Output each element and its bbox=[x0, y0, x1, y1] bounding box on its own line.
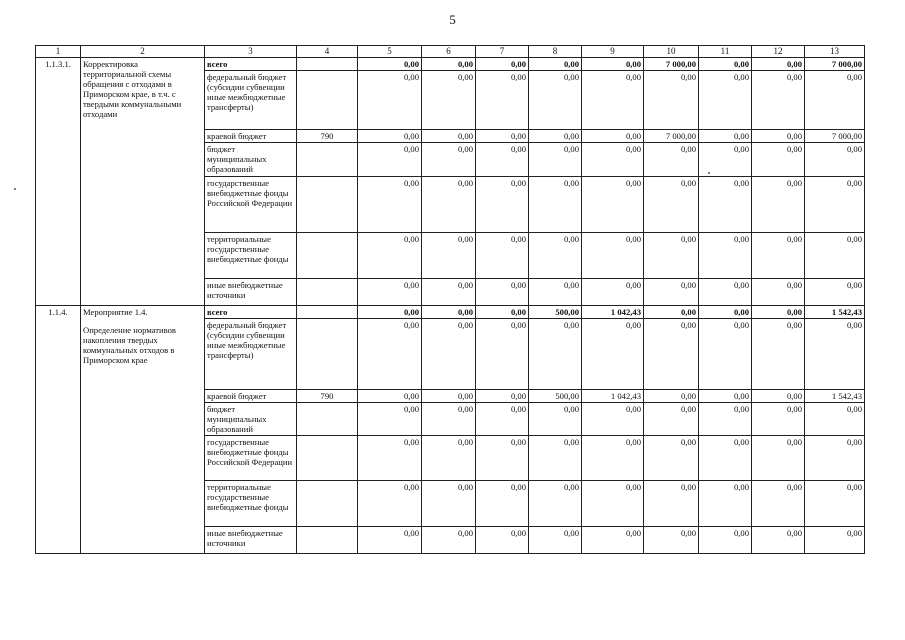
amount-cell: 0,00 bbox=[422, 177, 476, 233]
amount-cell: 0,00 bbox=[476, 58, 529, 71]
amount-cell: 0,00 bbox=[582, 527, 644, 554]
budget-code: 790 bbox=[297, 130, 358, 143]
amount-cell: 0,00 bbox=[752, 58, 805, 71]
amount-cell: 0,00 bbox=[476, 279, 529, 306]
amount-cell: 0,00 bbox=[752, 279, 805, 306]
amount-cell: 1 542,43 bbox=[805, 306, 865, 319]
amount-cell: 7 000,00 bbox=[644, 58, 699, 71]
amount-cell: 0,00 bbox=[476, 306, 529, 319]
amount-cell: 0,00 bbox=[805, 481, 865, 527]
funding-source: территориальные государственные внебюджетные фонды bbox=[205, 481, 297, 527]
amount-cell: 0,00 bbox=[358, 390, 422, 403]
table-body bbox=[36, 46, 865, 554]
column-number-row bbox=[36, 46, 865, 58]
amount-cell: 0,00 bbox=[644, 71, 699, 130]
budget-code bbox=[297, 436, 358, 481]
amount-cell: 0,00 bbox=[358, 319, 422, 390]
funding-source: всего bbox=[205, 58, 297, 71]
amount-cell: 0,00 bbox=[422, 130, 476, 143]
amount-cell: 0,00 bbox=[476, 527, 529, 554]
amount-cell: 0,00 bbox=[752, 177, 805, 233]
amount-cell: 0,00 bbox=[805, 71, 865, 130]
budget-code bbox=[297, 58, 358, 71]
amount-cell: 0,00 bbox=[699, 130, 752, 143]
amount-cell: 0,00 bbox=[529, 481, 582, 527]
budget-code bbox=[297, 481, 358, 527]
amount-cell: 0,00 bbox=[752, 527, 805, 554]
funding-source: краевой бюджет bbox=[205, 390, 297, 403]
column-number: 8 bbox=[529, 46, 582, 58]
amount-cell: 0,00 bbox=[752, 390, 805, 403]
column-number: 9 bbox=[582, 46, 644, 58]
amount-cell: 0,00 bbox=[422, 403, 476, 436]
amount-cell: 0,00 bbox=[644, 436, 699, 481]
funding-source: бюджет муниципальных образований bbox=[205, 143, 297, 177]
amount-cell: 0,00 bbox=[529, 527, 582, 554]
item-code: 1.1.3.1. bbox=[36, 58, 81, 306]
amount-cell: 0,00 bbox=[644, 306, 699, 319]
amount-cell: 0,00 bbox=[582, 71, 644, 130]
amount-cell: 0,00 bbox=[358, 71, 422, 130]
amount-cell: 1 042,43 bbox=[582, 390, 644, 403]
amount-cell: 0,00 bbox=[476, 436, 529, 481]
amount-cell: 0,00 bbox=[476, 177, 529, 233]
amount-cell: 0,00 bbox=[644, 279, 699, 306]
budget-code bbox=[297, 177, 358, 233]
amount-cell: 0,00 bbox=[699, 481, 752, 527]
amount-cell: 1 042,43 bbox=[582, 306, 644, 319]
amount-cell: 0,00 bbox=[422, 390, 476, 403]
amount-cell: 0,00 bbox=[699, 233, 752, 279]
amount-cell: 0,00 bbox=[582, 319, 644, 390]
funding-source: федеральный бюджет (субсидии субвенции иные межбюджетные трансферты) bbox=[205, 71, 297, 130]
amount-cell: 0,00 bbox=[699, 527, 752, 554]
amount-cell: 0,00 bbox=[644, 177, 699, 233]
amount-cell: 0,00 bbox=[529, 403, 582, 436]
amount-cell: 0,00 bbox=[476, 71, 529, 130]
budget-code: 790 bbox=[297, 390, 358, 403]
amount-cell: 0,00 bbox=[476, 319, 529, 390]
amount-cell: 0,00 bbox=[358, 527, 422, 554]
budget-code bbox=[297, 279, 358, 306]
amount-cell: 0,00 bbox=[422, 481, 476, 527]
amount-cell: 0,00 bbox=[805, 143, 865, 177]
column-number: 2 bbox=[81, 46, 205, 58]
amount-cell: 0,00 bbox=[582, 403, 644, 436]
description-line: Определение нормативов накопления твердых коммунальных отходов в Приморском крае bbox=[83, 325, 176, 365]
amount-cell: 0,00 bbox=[752, 71, 805, 130]
amount-cell: 0,00 bbox=[529, 58, 582, 71]
amount-cell: 0,00 bbox=[422, 279, 476, 306]
amount-cell: 0,00 bbox=[358, 130, 422, 143]
amount-cell: 0,00 bbox=[699, 177, 752, 233]
amount-cell: 0,00 bbox=[699, 436, 752, 481]
budget-code bbox=[297, 233, 358, 279]
budget-code bbox=[297, 527, 358, 554]
page-number: 5 bbox=[449, 12, 456, 27]
amount-cell: 0,00 bbox=[644, 481, 699, 527]
amount-cell: 0,00 bbox=[529, 436, 582, 481]
amount-cell: 0,00 bbox=[699, 71, 752, 130]
budget-code bbox=[297, 71, 358, 130]
item-description bbox=[81, 306, 205, 554]
amount-cell: 0,00 bbox=[644, 233, 699, 279]
amount-cell: 0,00 bbox=[752, 481, 805, 527]
amount-cell: 500,00 bbox=[529, 306, 582, 319]
amount-cell: 0,00 bbox=[358, 436, 422, 481]
column-number: 4 bbox=[297, 46, 358, 58]
amount-cell: 0,00 bbox=[529, 279, 582, 306]
amount-cell: 0,00 bbox=[422, 143, 476, 177]
budget-code bbox=[297, 306, 358, 319]
amount-cell: 0,00 bbox=[805, 177, 865, 233]
amount-cell: 0,00 bbox=[752, 143, 805, 177]
amount-cell: 0,00 bbox=[529, 233, 582, 279]
amount-cell: 0,00 bbox=[422, 306, 476, 319]
amount-cell: 0,00 bbox=[582, 436, 644, 481]
amount-cell: 0,00 bbox=[805, 279, 865, 306]
amount-cell: 0,00 bbox=[422, 527, 476, 554]
amount-cell: 0,00 bbox=[582, 481, 644, 527]
amount-cell: 0,00 bbox=[476, 390, 529, 403]
funding-source: федеральный бюджет (субсидии субвенции иные межбюджетные трансферты) bbox=[205, 319, 297, 390]
budget-code bbox=[297, 143, 358, 177]
amount-cell: 0,00 bbox=[422, 436, 476, 481]
amount-cell: 0,00 bbox=[422, 58, 476, 71]
amount-cell: 0,00 bbox=[476, 403, 529, 436]
column-number: 1 bbox=[36, 46, 81, 58]
amount-cell: 0,00 bbox=[358, 481, 422, 527]
amount-cell: 0,00 bbox=[805, 319, 865, 390]
column-number: 3 bbox=[205, 46, 297, 58]
funding-source: государственные внебюджетные фонды Российской Федерации bbox=[205, 177, 297, 233]
amount-cell: 0,00 bbox=[752, 130, 805, 143]
amount-cell: 0,00 bbox=[582, 279, 644, 306]
amount-cell: 0,00 bbox=[699, 319, 752, 390]
amount-cell: 0,00 bbox=[752, 436, 805, 481]
amount-cell: 0,00 bbox=[358, 403, 422, 436]
funding-source: государственные внебюджетные фонды Российской Федерации bbox=[205, 436, 297, 481]
amount-cell: 0,00 bbox=[699, 306, 752, 319]
amount-cell: 7 000,00 bbox=[805, 130, 865, 143]
funding-source: бюджет муниципальных образований bbox=[205, 403, 297, 436]
scan-speck bbox=[14, 188, 16, 190]
amount-cell: 0,00 bbox=[529, 130, 582, 143]
budget-code bbox=[297, 403, 358, 436]
amount-cell: 0,00 bbox=[358, 58, 422, 71]
column-number: 13 bbox=[805, 46, 865, 58]
column-number: 12 bbox=[752, 46, 805, 58]
amount-cell: 0,00 bbox=[752, 233, 805, 279]
amount-cell: 0,00 bbox=[422, 319, 476, 390]
column-number: 6 bbox=[422, 46, 476, 58]
funding-source: иные внебюджетные источники bbox=[205, 527, 297, 554]
amount-cell: 0,00 bbox=[422, 71, 476, 130]
amount-cell: 0,00 bbox=[582, 143, 644, 177]
amount-cell: 0,00 bbox=[699, 279, 752, 306]
amount-cell: 0,00 bbox=[644, 143, 699, 177]
amount-cell: 0,00 bbox=[476, 130, 529, 143]
amount-cell: 7 000,00 bbox=[644, 130, 699, 143]
amount-cell: 0,00 bbox=[582, 177, 644, 233]
budget-table bbox=[35, 45, 865, 554]
amount-cell: 0,00 bbox=[529, 319, 582, 390]
amount-cell: 0,00 bbox=[358, 279, 422, 306]
amount-cell: 0,00 bbox=[699, 58, 752, 71]
item-description bbox=[81, 58, 205, 306]
amount-cell: 7 000,00 bbox=[805, 58, 865, 71]
amount-cell: 1 542,43 bbox=[805, 390, 865, 403]
funding-source: территориальные государственные внебюджетные фонды bbox=[205, 233, 297, 279]
funding-source: иные внебюджетные источники bbox=[205, 279, 297, 306]
column-number: 7 bbox=[476, 46, 529, 58]
column-number: 10 bbox=[644, 46, 699, 58]
amount-cell: 0,00 bbox=[699, 390, 752, 403]
amount-cell: 0,00 bbox=[644, 403, 699, 436]
amount-cell: 0,00 bbox=[582, 233, 644, 279]
amount-cell: 0,00 bbox=[358, 233, 422, 279]
amount-cell: 0,00 bbox=[476, 481, 529, 527]
amount-cell: 0,00 bbox=[582, 130, 644, 143]
amount-cell: 0,00 bbox=[358, 143, 422, 177]
scan-speck bbox=[708, 172, 710, 174]
amount-cell: 0,00 bbox=[529, 71, 582, 130]
table-row bbox=[36, 58, 865, 71]
amount-cell: 0,00 bbox=[752, 319, 805, 390]
amount-cell: 500,00 bbox=[529, 390, 582, 403]
description-line: Корректировка территориальной схемы обращения с отходами в Приморском крае, в т.ч. с твердыми коммунальными отходами bbox=[83, 59, 182, 119]
amount-cell: 0,00 bbox=[582, 58, 644, 71]
amount-cell: 0,00 bbox=[805, 403, 865, 436]
budget-code bbox=[297, 319, 358, 390]
column-number: 11 bbox=[699, 46, 752, 58]
column-number: 5 bbox=[358, 46, 422, 58]
amount-cell: 0,00 bbox=[752, 403, 805, 436]
amount-cell: 0,00 bbox=[358, 177, 422, 233]
amount-cell: 0,00 bbox=[699, 143, 752, 177]
amount-cell: 0,00 bbox=[422, 233, 476, 279]
amount-cell: 0,00 bbox=[358, 306, 422, 319]
item-code: 1.1.4. bbox=[36, 306, 81, 554]
amount-cell: 0,00 bbox=[699, 403, 752, 436]
table-row bbox=[36, 306, 865, 319]
amount-cell: 0,00 bbox=[644, 390, 699, 403]
amount-cell: 0,00 bbox=[644, 527, 699, 554]
description-line: Мероприятие 1.4. bbox=[83, 307, 148, 317]
amount-cell: 0,00 bbox=[805, 233, 865, 279]
funding-source: краевой бюджет bbox=[205, 130, 297, 143]
amount-cell: 0,00 bbox=[752, 306, 805, 319]
amount-cell: 0,00 bbox=[644, 319, 699, 390]
funding-source: всего bbox=[205, 306, 297, 319]
amount-cell: 0,00 bbox=[529, 143, 582, 177]
amount-cell: 0,00 bbox=[476, 143, 529, 177]
amount-cell: 0,00 bbox=[805, 436, 865, 481]
amount-cell: 0,00 bbox=[805, 527, 865, 554]
amount-cell: 0,00 bbox=[476, 233, 529, 279]
amount-cell: 0,00 bbox=[529, 177, 582, 233]
